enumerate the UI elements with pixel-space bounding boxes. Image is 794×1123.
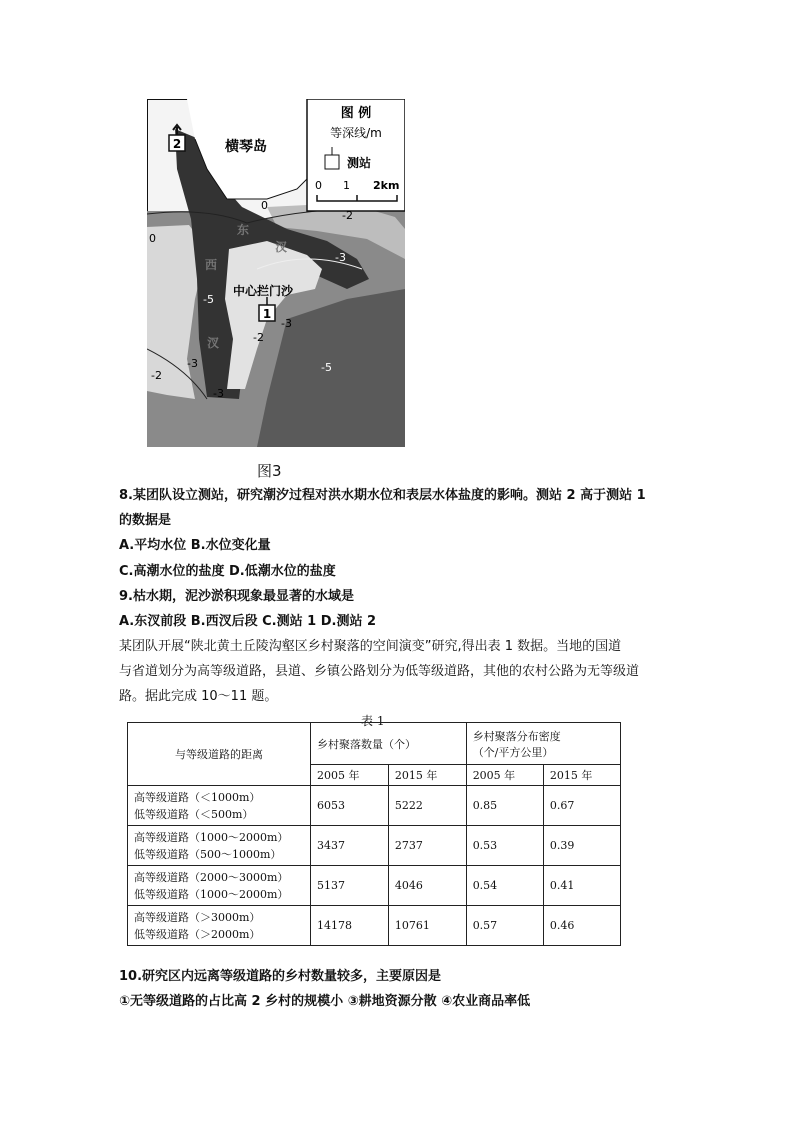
west-channel-mid-label: 汊 xyxy=(207,336,220,350)
cell-count-2005: 14178 xyxy=(311,906,389,946)
cell-density-2015: 0.67 xyxy=(543,786,620,826)
cell-count-2015: 4046 xyxy=(388,866,466,906)
table-title: 表 1 xyxy=(361,714,385,728)
header-density-line2: （个/平方公里） xyxy=(472,745,554,759)
cell-density-2005: 0.57 xyxy=(466,906,543,946)
scale-2: 2km xyxy=(373,179,400,192)
year-header: 2005 年 xyxy=(311,765,389,786)
row-high: 高等级道路（＜1000m） xyxy=(134,790,261,804)
legend-title: 图 例 xyxy=(340,106,372,121)
q9-stem: 9.枯水期，泥沙淤积现象最显著的水域是 xyxy=(119,589,354,604)
depth-label: -2 xyxy=(151,369,162,382)
depth-label: -3 xyxy=(335,251,346,264)
cell-density-2005: 0.53 xyxy=(466,826,543,866)
station-1-label: 1 xyxy=(262,307,272,321)
depth-label: 0 xyxy=(149,232,156,245)
cell-count-2015: 2737 xyxy=(388,826,466,866)
q8-stem-line1: 8.某团队设立测站，研究潮汐过程对洪水期水位和表层水体盐度的影响。测站 2 高于测站 1 xyxy=(119,488,646,503)
q10-stem: 10.研究区内远离等级道路的乡村数量较多，主要原因是 xyxy=(119,969,442,984)
intro-line2: 与省道划分为高等级道路，县道、乡镇公路划分为低等级道路，其他的农村公路为无等级道 xyxy=(119,664,640,679)
row-distance xyxy=(128,826,311,866)
q8-options-cd: C.高潮水位的盐度 D.低潮水位的盐度 xyxy=(119,564,336,579)
row-high: 高等级道路（1000～2000m） xyxy=(134,830,289,844)
station-2-label: 2 xyxy=(172,137,182,151)
depth-label: -5 xyxy=(321,361,332,374)
cell-count-2005: 5137 xyxy=(311,866,389,906)
row-low: 低等级道路（＞2000m） xyxy=(134,927,261,941)
legend-station: 测站 xyxy=(347,156,372,170)
header-density xyxy=(466,723,620,765)
cell-count-2015: 5222 xyxy=(388,786,466,826)
scale-1: 1 xyxy=(343,179,350,192)
year-header: 2015 年 xyxy=(543,765,620,786)
legend-contour: 等深线/m xyxy=(330,126,382,140)
depth-label: -5 xyxy=(203,293,214,306)
cell-density-2015: 0.46 xyxy=(543,906,620,946)
row-distance xyxy=(128,866,311,906)
q10-options: ①无等级道路的占比高 2 乡村的规模小 ③耕地资源分散 ④农业商品率低 xyxy=(119,994,531,1009)
header-count: 乡村聚落数量（个） xyxy=(311,723,467,765)
cell-density-2005: 0.85 xyxy=(466,786,543,826)
depth-label: 0 xyxy=(261,199,268,212)
header-density-line1: 乡村聚落分布密度 xyxy=(472,729,561,743)
depth-label: -2 xyxy=(342,209,353,222)
row-distance xyxy=(128,786,311,826)
west-channel-label: 西 xyxy=(205,258,218,272)
scale-0: 0 xyxy=(315,179,322,192)
depth-label: -3 xyxy=(281,317,292,330)
table-row xyxy=(128,906,621,946)
estuary-map xyxy=(147,99,405,447)
row-low: 低等级道路（＜500m） xyxy=(134,807,254,821)
sandbar-label: 中心拦门沙 xyxy=(233,284,294,298)
year-header: 2015 年 xyxy=(388,765,466,786)
row-low: 低等级道路（1000～2000m） xyxy=(134,887,289,901)
table-row xyxy=(128,826,621,866)
figure-caption: 图3 xyxy=(257,462,282,480)
row-low: 低等级道路（500～1000m） xyxy=(134,847,282,861)
header-distance: 与等级道路的距离 xyxy=(128,723,311,786)
q8-options-ab: A.平均水位 B.水位变化量 xyxy=(119,538,271,553)
depth-label: -2 xyxy=(253,331,264,344)
intro-line3: 路。据此完成 10～11 题。 xyxy=(119,689,278,704)
year-header: 2005 年 xyxy=(466,765,543,786)
cell-count-2015: 10761 xyxy=(388,906,466,946)
east-channel-mid-label: 汊 xyxy=(275,240,288,254)
cell-density-2015: 0.41 xyxy=(543,866,620,906)
east-channel-label: 东 xyxy=(237,223,250,237)
q9-options: A.东汊前段 B.西汊后段 C.测站 1 D.测站 2 xyxy=(119,614,377,629)
island-label: 横琴岛 xyxy=(225,139,267,155)
intro-line1: 某团队开展“陕北黄土丘陵沟壑区乡村聚落的空间演变”研究,得出表 1 数据。当地的国道 xyxy=(119,639,622,654)
settlement-table xyxy=(127,722,621,946)
cell-density-2015: 0.39 xyxy=(543,826,620,866)
row-distance xyxy=(128,906,311,946)
depth-label: -3 xyxy=(187,357,198,370)
depth-label: -3 xyxy=(213,387,224,400)
row-high: 高等级道路（＞3000m） xyxy=(134,910,261,924)
cell-count-2005: 3437 xyxy=(311,826,389,866)
cell-count-2005: 6053 xyxy=(311,786,389,826)
cell-density-2005: 0.54 xyxy=(466,866,543,906)
table-row xyxy=(128,866,621,906)
q8-stem-line2: 的数据是 xyxy=(119,513,172,528)
table-row xyxy=(128,786,621,826)
row-high: 高等级道路（2000～3000m） xyxy=(134,870,289,884)
